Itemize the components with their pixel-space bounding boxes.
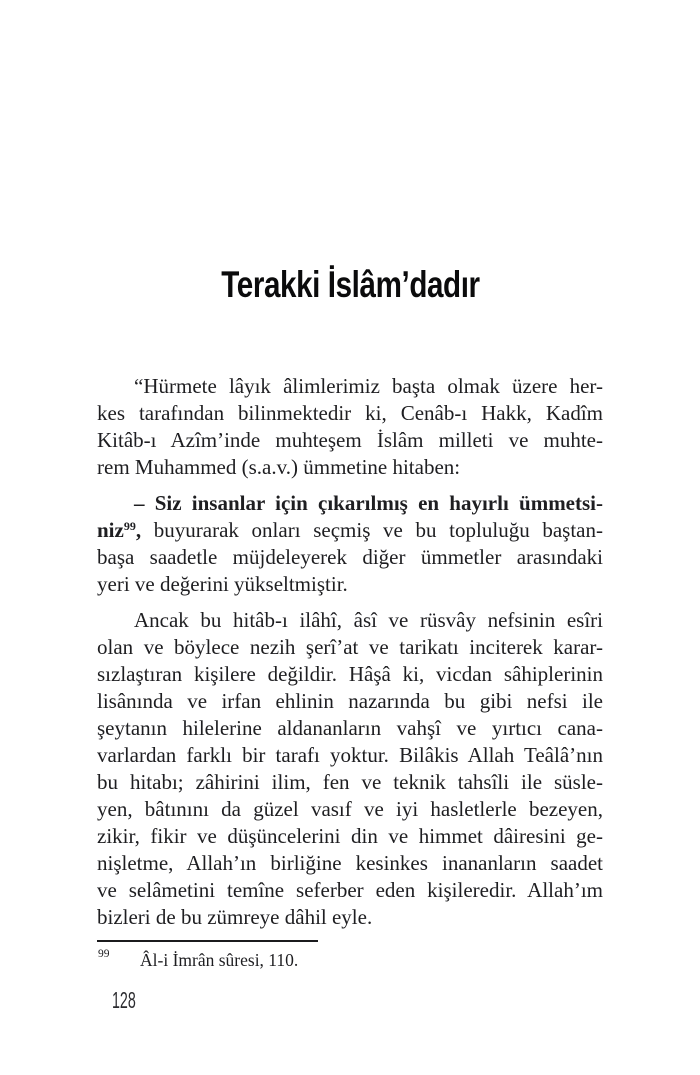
- text-segment: Kitâb-ı Azîm’inde muhteşem İslâm milleti ve muhte-: [97, 428, 603, 452]
- paragraph: [97, 607, 603, 931]
- text-segment: “Hürmete lâyık âlimlerimiz başta olmak üzere her-: [134, 374, 603, 398]
- text-segment: bu hitabı; zâhirini ilim, fen ve teknik tahsîli ile süsle-: [97, 770, 603, 794]
- text-segment: lisânında ve irfan ehlinin nazarında bu gibi nefsi ile: [97, 689, 603, 713]
- text-line: [97, 490, 603, 517]
- text-line: [97, 571, 603, 598]
- text-segment: yen, bâtınını da güzel vasıf ve iyi hasletlerle bezeyen,: [97, 797, 603, 821]
- chapter-title-text: Terakki İslâm’dadır: [220, 264, 480, 305]
- text-segment: yeri ve değerini yükseltmiştir.: [97, 572, 348, 596]
- page-number-text: 128: [112, 987, 136, 1013]
- text-line: [97, 688, 603, 715]
- footnote-separator: [97, 940, 318, 942]
- text-segment: başa saadetle müjdeleyerek diğer ümmetler arasındaki: [97, 545, 603, 569]
- text-line: [97, 904, 603, 931]
- text-segment: bizleri de bu zümreye dâhil eyle.: [97, 905, 373, 929]
- text-line: [97, 400, 603, 427]
- chapter-title: [0, 266, 700, 303]
- text-line: [97, 661, 603, 688]
- text-segment: – Siz insanlar için çıkarılmış en hayırlı ümmetsi-: [134, 491, 603, 515]
- text-line: [97, 823, 603, 850]
- text-line: [97, 634, 603, 661]
- paragraph: [97, 373, 603, 481]
- body-text: [97, 373, 603, 971]
- text-segment: sızlaştıran kişilere değildir. Hâşâ ki, vicdan sâhiplerinin: [97, 662, 603, 686]
- text-line: [97, 607, 603, 634]
- text-segment: buyurarak onları seçmiş ve bu topluluğu baştan-: [141, 518, 603, 542]
- footnote: [97, 949, 603, 971]
- paragraph: [97, 490, 603, 598]
- paragraphs: [97, 373, 603, 931]
- text-line: [97, 742, 603, 769]
- text-segment: ve selâmetini temîne seferber eden kişileredir. Allah’ım: [97, 878, 603, 902]
- text-segment: niz: [97, 518, 124, 542]
- text-line: [97, 373, 603, 400]
- page-number: [112, 989, 150, 1012]
- text-line: [97, 427, 603, 454]
- text-line: [97, 796, 603, 823]
- text-line: [97, 517, 603, 544]
- text-line: [97, 850, 603, 877]
- text-segment: rem Muhammed (s.a.v.) ümmetine hitaben:: [97, 455, 461, 479]
- text-line: [97, 544, 603, 571]
- text-segment: ,: [135, 518, 142, 542]
- text-segment: Ancak bu hitâb-ı ilâhî, âsî ve rüsvây nefsinin esîri: [134, 608, 603, 632]
- text-line: [97, 715, 603, 742]
- text-segment: zikir, fikir ve düşüncelerini din ve himmet dâiresini ge-: [97, 824, 603, 848]
- footnote-reference: 99: [123, 519, 136, 533]
- text-segment: şeytanın hilelerine aldananların vahşî ve yırtıcı cana-: [97, 716, 603, 740]
- text-segment: varlardan farklı bir tarafı yoktur. Bilâkis Allah Teâlâ’nın: [97, 743, 603, 767]
- text-segment: kes tarafından bilinmektedir ki, Cenâb-ı Hakk, Kadîm: [97, 401, 603, 425]
- text-segment: olan ve böylece nezih şerî’at ve tarikatı inciterek karar-: [97, 635, 603, 659]
- text-segment: nişletme, Allah’ın birliğine kesinkes inananların saadet: [97, 851, 603, 875]
- footnote-marker: 99: [98, 948, 110, 960]
- text-line: [97, 769, 603, 796]
- text-line: [97, 877, 603, 904]
- footnote-text: Âl-i İmrân sûresi, 110.: [140, 950, 299, 970]
- text-line: [97, 454, 603, 481]
